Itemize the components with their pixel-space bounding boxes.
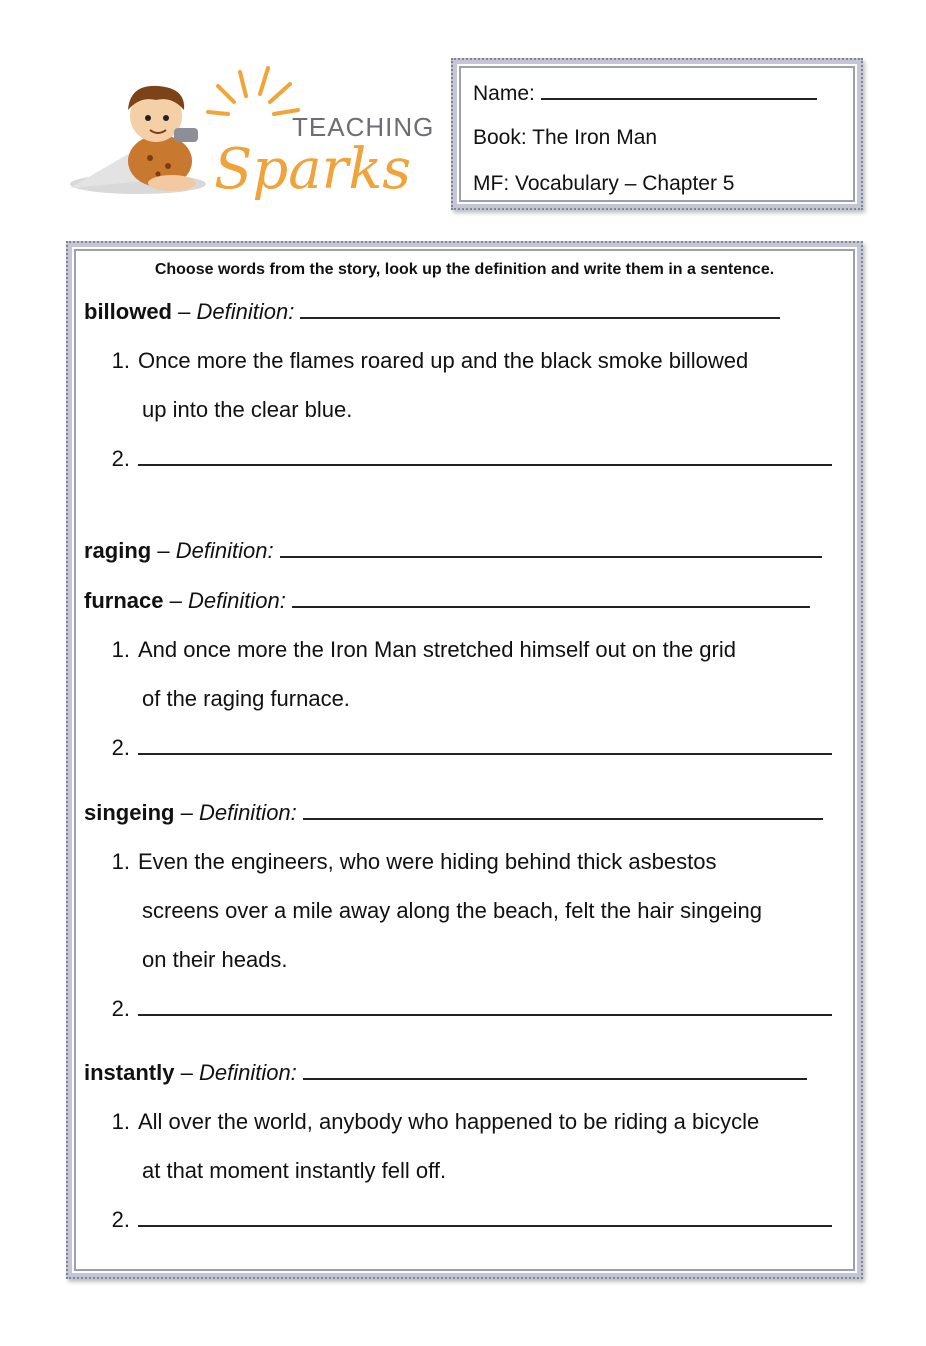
list-number: 2. bbox=[111, 1207, 130, 1232]
word-row-furnace bbox=[84, 588, 810, 614]
definition-label: Definition: bbox=[175, 538, 274, 563]
dash: – bbox=[157, 538, 170, 563]
list-number: 2. bbox=[111, 996, 130, 1021]
name-row bbox=[473, 80, 817, 106]
list-number: 1. bbox=[111, 637, 130, 662]
sentence-2-row bbox=[70, 735, 832, 761]
caveman-mascot-icon bbox=[68, 66, 438, 208]
list-number: 2. bbox=[111, 446, 130, 471]
sentence-field[interactable] bbox=[138, 446, 832, 466]
sentence-2-row bbox=[70, 446, 832, 472]
sentence-1 bbox=[70, 849, 716, 875]
sentence-field[interactable] bbox=[138, 996, 832, 1016]
definition-field[interactable] bbox=[300, 299, 780, 319]
sentence-line: at that moment instantly fell off. bbox=[142, 1158, 447, 1183]
dash: – bbox=[178, 299, 191, 324]
sentence-line: Even the engineers, who were hiding behind thick asbestos bbox=[138, 849, 717, 874]
sentence-field[interactable] bbox=[138, 735, 832, 755]
list-number: 1. bbox=[111, 348, 130, 373]
book-title: Book: The Iron Man bbox=[473, 126, 658, 149]
sentence-line: screens over a mile away along the beach, felt the hair singeing bbox=[142, 898, 763, 923]
sentence-line: And once more the Iron Man stretched himself out on the grid bbox=[138, 637, 736, 662]
vocabulary-worksheet bbox=[66, 241, 863, 1279]
sentence-1 bbox=[70, 637, 736, 663]
name-label: Name: bbox=[473, 82, 535, 105]
vocab-word: singeing bbox=[84, 800, 175, 825]
vocab-word: raging bbox=[84, 538, 152, 563]
definition-label: Definition: bbox=[198, 800, 297, 825]
sentence-field[interactable] bbox=[138, 1207, 832, 1227]
vocab-word: furnace bbox=[84, 588, 164, 613]
logo-text-sparks: Sparks bbox=[214, 137, 412, 202]
sentence-1 bbox=[70, 1109, 759, 1135]
word-row-raging bbox=[84, 538, 822, 564]
logo-text-teaching: TEACHING bbox=[292, 112, 435, 142]
word-row-singeing bbox=[84, 800, 823, 826]
list-number: 1. bbox=[111, 1109, 130, 1134]
sentence-2-row bbox=[70, 996, 832, 1022]
list-number: 2. bbox=[111, 735, 130, 760]
definition-field[interactable] bbox=[303, 1060, 807, 1080]
definition-field[interactable] bbox=[303, 800, 823, 820]
dash: – bbox=[180, 1060, 193, 1085]
word-row-instantly bbox=[84, 1060, 807, 1086]
list-number: 1. bbox=[111, 849, 130, 874]
sentence-line: on their heads. bbox=[142, 947, 288, 972]
sentence-line: Once more the flames roared up and the black smoke billowed bbox=[138, 348, 749, 373]
dash: – bbox=[180, 800, 193, 825]
worksheet-subtitle: MF: Vocabulary – Chapter 5 bbox=[473, 172, 735, 195]
student-info-box bbox=[451, 58, 863, 210]
instructions-text: Choose words from the story, look up the definition and write them in a sentence. bbox=[154, 261, 775, 278]
sentence-2-row bbox=[70, 1207, 832, 1233]
vocab-word: instantly bbox=[84, 1060, 175, 1085]
definition-field[interactable] bbox=[292, 588, 810, 608]
definition-label: Definition: bbox=[187, 588, 286, 613]
vocab-word: billowed bbox=[84, 299, 172, 324]
sentence-line: All over the world, anybody who happened to be riding a bicycle bbox=[138, 1109, 760, 1134]
name-field[interactable] bbox=[541, 80, 817, 100]
sentence-line: of the raging furnace. bbox=[142, 686, 350, 711]
sentence-line: up into the clear blue. bbox=[142, 397, 353, 422]
definition-label: Definition: bbox=[198, 1060, 297, 1085]
sentence-1 bbox=[70, 348, 748, 374]
word-row-billowed bbox=[84, 299, 780, 325]
dash: – bbox=[169, 588, 182, 613]
definition-field[interactable] bbox=[280, 538, 822, 558]
definition-label: Definition: bbox=[196, 299, 295, 324]
teaching-sparks-logo bbox=[68, 66, 438, 208]
